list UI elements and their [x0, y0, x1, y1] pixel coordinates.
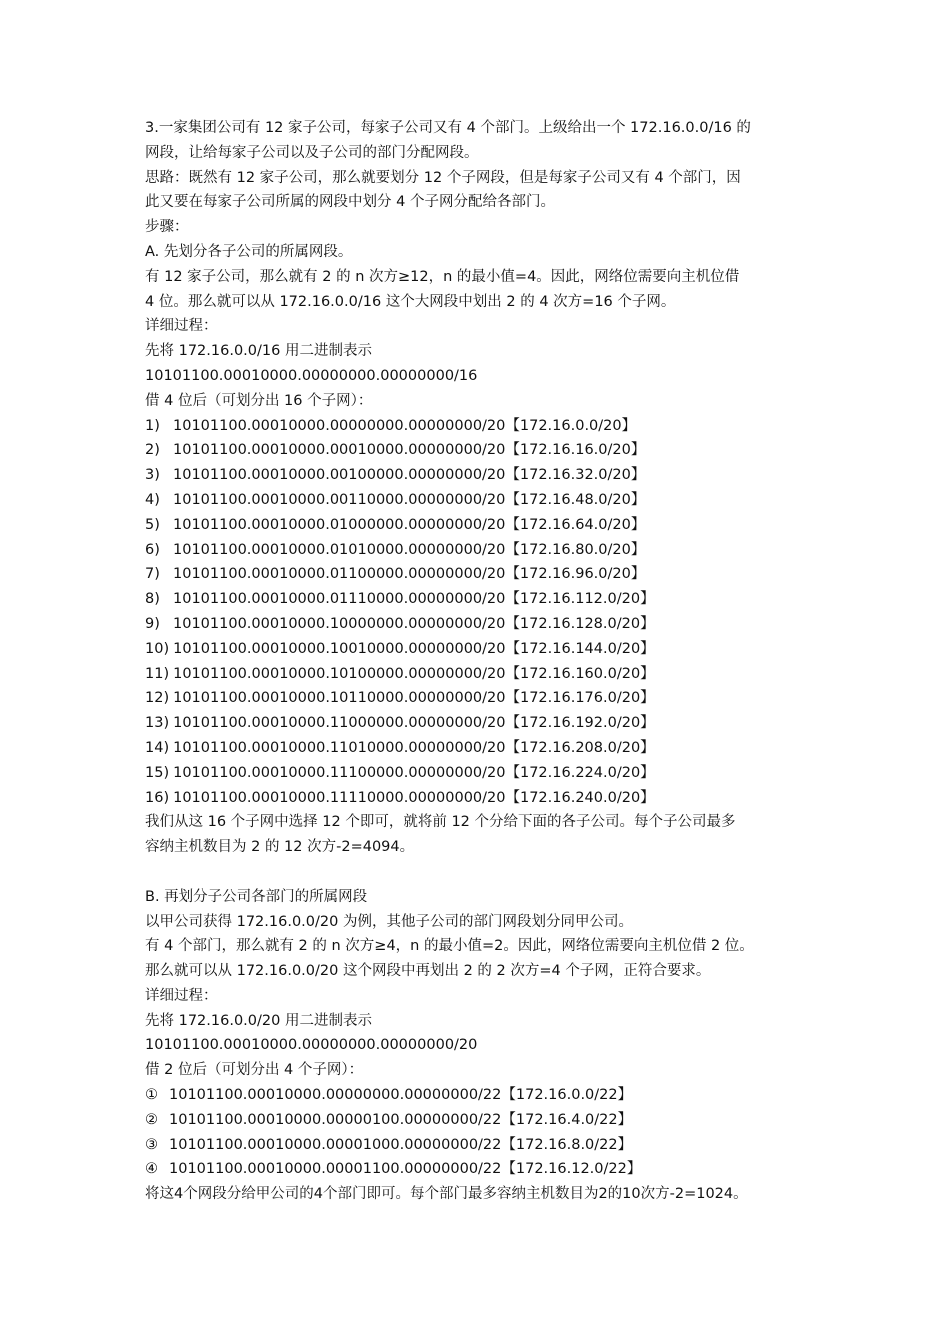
- list-item: [145, 786, 825, 811]
- list-item-number: 10): [145, 640, 170, 657]
- list-item: [145, 438, 825, 463]
- list-item: [145, 538, 825, 563]
- list-item-text: 10101100.00010000.10010000.00000000/20【172.16.144.0/20】: [173, 640, 655, 657]
- list-item: [145, 1108, 825, 1133]
- list-item-text: 10101100.00010000.01000000.00000000/20【172.16.64.0/20】: [173, 516, 646, 533]
- reason-line: 4 位。那么就可以从 172.16.0.0/16 这个大网段中划出 2 的 4 次方=16 个子网。: [145, 293, 676, 310]
- list-item-text: 10101100.00010000.00000000.00000000/20【172.16.0.0/20】: [173, 417, 637, 434]
- example-line: 以甲公司获得 172.16.0.0/20 为例，其他子公司的部门网段划分同甲公司。: [145, 913, 633, 930]
- list-item-number: 13): [145, 715, 170, 732]
- list-item-number: 16): [145, 789, 170, 806]
- reason-line: 有 4 个部门，那么就有 2 的 n 次方≥4，n 的最小值=2。因此，网络位需要向主机位借 2 位。: [145, 938, 754, 955]
- detail-label: 详细过程：: [145, 318, 218, 335]
- document-body: [145, 116, 825, 1207]
- list-item-text: 10101100.00010000.01100000.00000000/20【172.16.96.0/20】: [173, 566, 646, 583]
- list-item-number: 14): [145, 739, 170, 756]
- list-item-text: 10101100.00010000.11110000.00000000/20【172.16.240.0/20】: [173, 789, 655, 806]
- list-item-number: ④: [145, 1161, 158, 1178]
- list-item: [145, 1133, 825, 1158]
- list-item-text: 10101100.00010000.00110000.00000000/20【172.16.48.0/20】: [173, 491, 646, 508]
- list-item-number: 8): [145, 591, 160, 608]
- list-item: [145, 562, 825, 587]
- list-item-number: 4): [145, 491, 160, 508]
- list-item-number: 9): [145, 615, 160, 632]
- list-item-text: 10101100.00010000.00100000.00000000/20【172.16.32.0/20】: [173, 467, 646, 484]
- binary-value: 10101100.00010000.00000000.00000000/16: [145, 367, 478, 384]
- list-item: [145, 686, 825, 711]
- list-item-number: 11): [145, 665, 170, 682]
- section-b-heading: B. 再划分子公司各部门的所属网段: [145, 888, 368, 905]
- list-item-number: ①: [145, 1087, 158, 1104]
- list-item-text: 10101100.00010000.00001100.00000000/22【172.16.12.0/22】: [169, 1161, 642, 1178]
- list-item: [145, 736, 825, 761]
- list-item: [145, 711, 825, 736]
- list-item-text: 10101100.00010000.00000000.00000000/22【172.16.0.0/22】: [169, 1087, 633, 1104]
- list-item-number: 1): [145, 417, 160, 434]
- list-item: [145, 488, 825, 513]
- list-item-text: 10101100.00010000.00010000.00000000/20【172.16.16.0/20】: [173, 442, 646, 459]
- list-item-number: ③: [145, 1136, 158, 1153]
- conclusion-line: 容纳主机数目为 2 的 12 次方-2=4094。: [145, 839, 415, 856]
- binary-intro: 先将 172.16.0.0/20 用二进制表示: [145, 1012, 372, 1029]
- list-item: [145, 463, 825, 488]
- idea-line: 思路：既然有 12 家子公司，那么就要划分 12 个子网段，但是每家子公司又有 4 个部门，因: [145, 169, 741, 186]
- list-item-number: 3): [145, 467, 160, 484]
- list-item: [145, 414, 825, 439]
- problem-statement-line: 网段，让给每家子公司以及子公司的部门分配网段。: [145, 144, 479, 161]
- list-item-text: 10101100.00010000.00001000.00000000/22【172.16.8.0/22】: [169, 1136, 633, 1153]
- list-item: [145, 637, 825, 662]
- idea-line: 此又要在每家子公司所属的网段中划分 4 个子网分配给各部门。: [145, 194, 555, 211]
- list-item-number: ②: [145, 1111, 158, 1128]
- borrow-intro: 借 4 位后（可划分出 16 个子网）：: [145, 392, 373, 409]
- list-item-number: 6): [145, 541, 160, 558]
- list-item-number: 2): [145, 442, 160, 459]
- list-item-number: 5): [145, 516, 160, 533]
- binary-value: 10101100.00010000.00000000.00000000/20: [145, 1037, 478, 1054]
- steps-label: 步骤：: [145, 219, 189, 236]
- list-item-text: 10101100.00010000.11010000.00000000/20【172.16.208.0/20】: [173, 739, 655, 756]
- subnet-list-b: [145, 1083, 825, 1182]
- subnet-list-a: [145, 414, 825, 811]
- problem-statement-line: 3.一家集团公司有 12 家子公司，每家子公司又有 4 个部门。上级给出一个 172.16.0.0/16 的: [145, 120, 751, 136]
- list-item: [145, 587, 825, 612]
- list-item-number: 7): [145, 566, 160, 583]
- conclusion-line: 将这4个网段分给甲公司的4个部门即可。每个部门最多容纳主机数目为2的10次方-2=1024。: [145, 1186, 748, 1203]
- list-item-text: 10101100.00010000.00000100.00000000/22【172.16.4.0/22】: [169, 1111, 633, 1128]
- list-item-text: 10101100.00010000.11100000.00000000/20【172.16.224.0/20】: [173, 764, 655, 781]
- list-item-text: 10101100.00010000.11000000.00000000/20【172.16.192.0/20】: [173, 715, 655, 732]
- list-item: [145, 513, 825, 538]
- binary-intro: 先将 172.16.0.0/16 用二进制表示: [145, 343, 372, 360]
- list-item-text: 10101100.00010000.10110000.00000000/20【172.16.176.0/20】: [173, 690, 655, 707]
- section-a-heading: A. 先划分各子公司的所属网段。: [145, 243, 353, 260]
- list-item: [145, 761, 825, 786]
- list-item-text: 10101100.00010000.10000000.00000000/20【172.16.128.0/20】: [173, 615, 655, 632]
- reason-line: 有 12 家子公司，那么就有 2 的 n 次方≥12，n 的最小值=4。因此，网络位需要向主机位借: [145, 268, 740, 285]
- list-item-text: 10101100.00010000.01010000.00000000/20【172.16.80.0/20】: [173, 541, 646, 558]
- list-item-text: 10101100.00010000.01110000.00000000/20【172.16.112.0/20】: [173, 591, 655, 608]
- list-item-number: 15): [145, 764, 170, 781]
- reason-line: 那么就可以从 172.16.0.0/20 这个网段中再划出 2 的 2 次方=4 个子网，正符合要求。: [145, 963, 711, 980]
- borrow-intro: 借 2 位后（可划分出 4 个子网）：: [145, 1062, 364, 1079]
- list-item: [145, 612, 825, 637]
- list-item: [145, 1083, 825, 1108]
- list-item: [145, 1157, 825, 1182]
- detail-label: 详细过程：: [145, 987, 218, 1004]
- list-item: [145, 662, 825, 687]
- conclusion-line: 我们从这 16 个子网中选择 12 个即可，就将前 12 个分给下面的各子公司。每个子公司最多: [145, 814, 736, 831]
- list-item-number: 12): [145, 690, 170, 707]
- list-item-text: 10101100.00010000.10100000.00000000/20【172.16.160.0/20】: [173, 665, 655, 682]
- paragraph-spacer: [145, 860, 825, 885]
